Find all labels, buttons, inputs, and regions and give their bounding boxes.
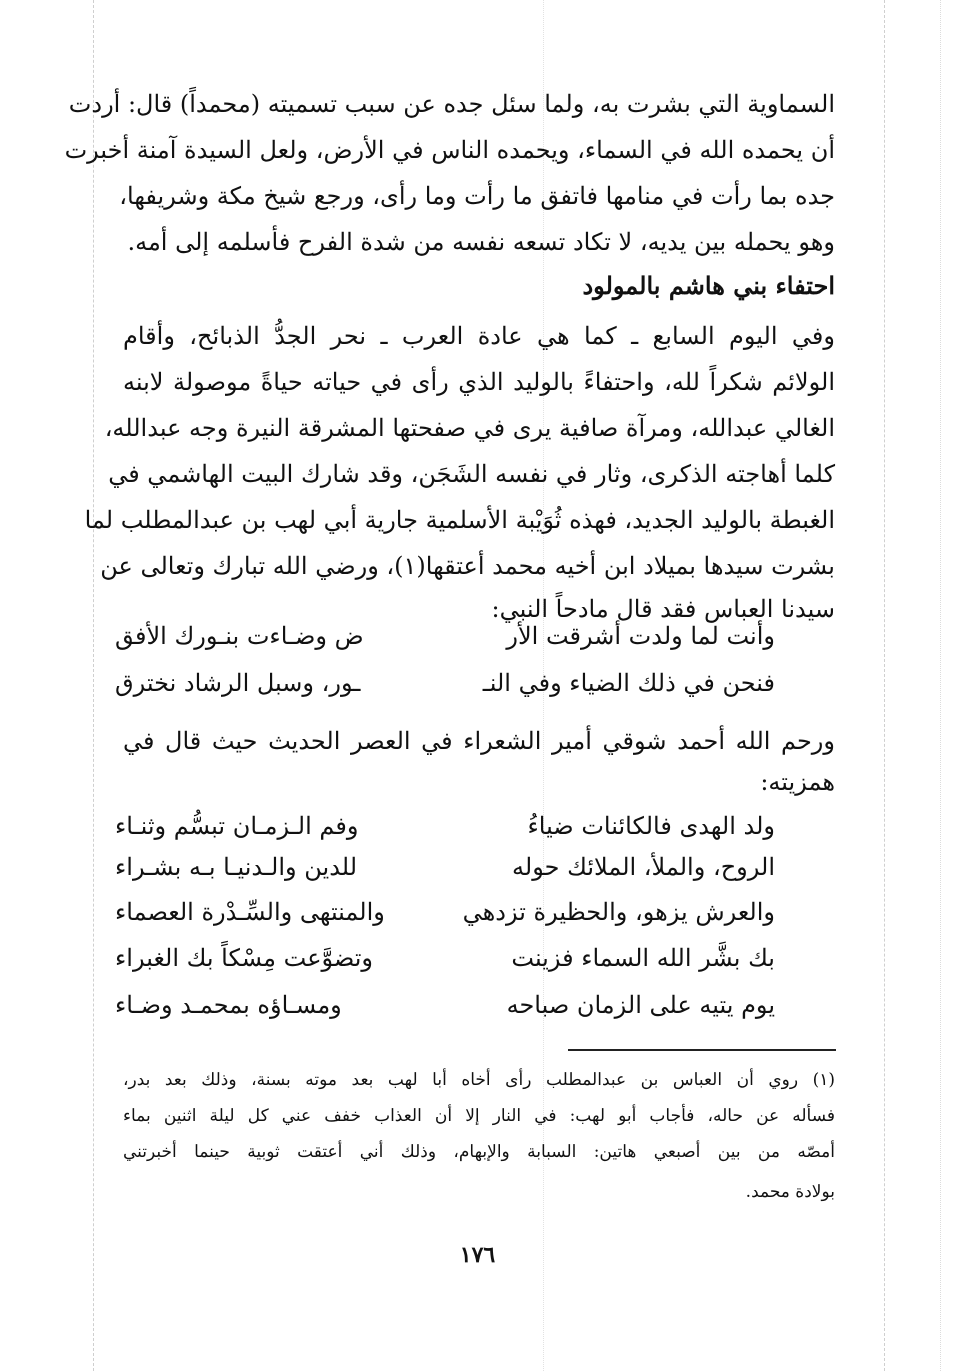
verse-second-hemistich: وتضوَّعت مِسْكاً بك الغبراء: [115, 944, 373, 972]
verse-first-hemistich: الروح، والملأ، الملائك حوله: [512, 853, 775, 881]
scan-guide-line: [940, 0, 941, 1371]
footnote-separator: [568, 1049, 836, 1051]
footnote-line: بولادة محمد.: [745, 1182, 835, 1202]
paragraph-2-line: سيدنا العباس فقد قال مادحاً النبي:: [491, 595, 835, 623]
paragraph-2-line: كلما أهاجته الذكرى، وثار في نفسه الشَجَن، وقد شارك البيت الهاشمي في: [108, 460, 835, 488]
footnote-line: (١) روي أن العباس بن عبدالمطلب رأى أخاه أبا لهب بعد موته بسنة، وذلك بعد بدر،: [123, 1070, 835, 1090]
paragraph-3-line: همزيته:: [760, 768, 835, 796]
paragraph-2-line: بشرت سيدها بميلاد ابن أخيه محمد أعتقها(١)، ورضي الله تبارك وتعالى عن: [100, 552, 835, 580]
paragraph-2-line: الولائم شكراً لله، واحتفاءً بالوليد الذي رأى في حياته حياةً موصولة لابنه: [123, 368, 835, 396]
verse-first-hemistich: وأنت لما ولدت أشرقت الأر: [506, 622, 775, 650]
footnote-line: فسأله عن حاله، فأجاب أبو لهب: في النار إلا أن العذاب خفف عني كل ليلة اثنين بماء: [123, 1106, 835, 1126]
footnote-line: أمصّه من بين أصبعي هاتين: السبابة والإبهام، وذلك أني أعتقت ثوبية حينما أخبرتني: [123, 1142, 835, 1162]
paragraph-1-line: جده بما رأت في منامها فاتفق ما رأت وما رأى، ورجع شيخ مكة وشريفها،: [119, 182, 835, 210]
verse-first-hemistich: فنحن في ذلك الضياء وفي النـ: [482, 669, 775, 697]
scan-guide-line: [93, 0, 94, 1371]
paragraph-2-line: الغبطة بالوليد الجديد، فهذه ثُوَيْبة الأسلمية جارية أبي لهب بن عبدالمطلب لما: [84, 506, 835, 534]
section-heading: احتفاء بني هاشم بالمولود: [582, 271, 835, 300]
paragraph-2-line: وفي اليوم السابع ـ كما هي عادة العرب ـ نحر الجدُّ الذبائح، وأقام: [123, 322, 835, 350]
verse-second-hemistich: وفم الـزمـان تبسُّم وثنـاء: [115, 812, 359, 840]
paragraph-1-line: أن يحمده الله في السماء، ويحمده الناس في الأرض، ولعل السيدة آمنة أخبرت: [64, 136, 835, 164]
verse-second-hemistich: ـور، وسبل الرشاد نخترق: [115, 669, 361, 697]
verse-second-hemistich: ومسـاؤه بمحمـد وضـاء: [115, 991, 342, 1019]
paragraph-3-line: ورحم الله أحمد شوقي أمير الشعراء في العصر الحديث حيث قال في: [123, 727, 835, 755]
verse-first-hemistich: بك بشَّر الله السماء فزينت: [511, 944, 775, 972]
verse-second-hemistich: للدين والـدنيـا بـه بشـراء: [115, 853, 358, 881]
verse-first-hemistich: والعرش يزهو، والحظيرة تزدهي: [462, 898, 775, 926]
scan-guide-line: [884, 0, 885, 1371]
paragraph-2-line: الغالي عبدالله، ومرآة صافية يرى في صفحتها المشرقة النيرة وجه عبدالله،: [104, 414, 835, 442]
verse-second-hemistich: ض وضـاءت بنـورك الأفق: [115, 622, 364, 650]
verse-first-hemistich: يوم يتيه على الزمان صباحه: [506, 991, 775, 1019]
verse-first-hemistich: ولد الهدى فالكائنات ضياءُ: [527, 812, 775, 840]
paragraph-1-line: وهو يحمله بين يديه، لا تكاد تسعه نفسه من شدة الفرح فأسلمه إلى أمه.: [127, 228, 835, 256]
page-number: ١٧٦: [459, 1242, 496, 1268]
paragraph-1-line: السماوية التي بشرت به، ولما سئل جده عن سبب تسميته (محمداً) قال: أردت: [68, 90, 835, 118]
verse-second-hemistich: والمنتهى والسِّـدْرة العصماء: [115, 898, 385, 926]
